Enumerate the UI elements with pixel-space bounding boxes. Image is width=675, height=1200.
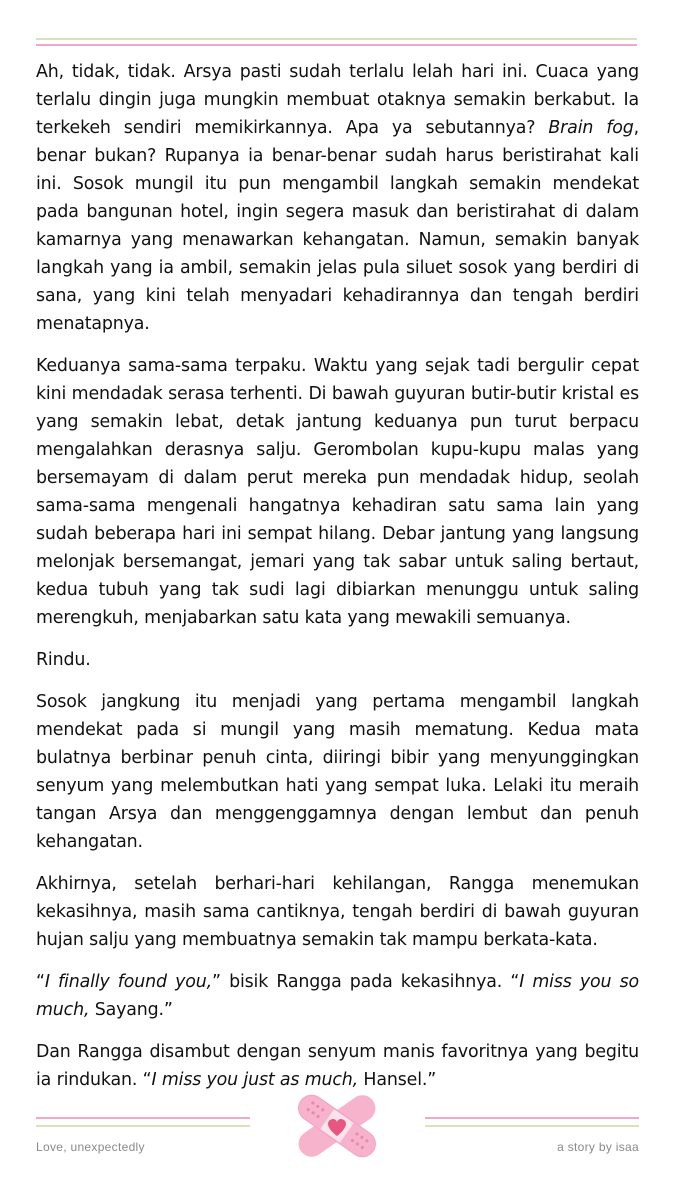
bottom-left-pink-line xyxy=(36,1117,250,1119)
paragraph-7 xyxy=(36,1038,639,1094)
paragraph-6-italic-1: I finally found you, xyxy=(44,972,212,992)
paragraph-4: Sosok jangkung itu menjadi yang pertama mengambil langkah mendekat pada si mungil yang masih mematung. Kedua mata bulatnya berbinar penuh cinta, diiringi bibir yang menyunggingkan senyum yang melembutkan hati yang sempat luka. Lelaki itu meraih tangan Arsya dan menggenggamnya dengan lembut dan penuh kehangatan. xyxy=(36,692,639,852)
paragraph-6-italic-2: I miss you so much, xyxy=(36,972,639,1020)
footer-author-credit: a story by isaa xyxy=(557,1140,639,1154)
paragraph-1-part-a: Ah, tidak, tidak. Arsya pasti sudah terlalu lelah hari ini. Cuaca yang terlalu dingin juga mungkin membuat otaknya semakin berkabut. Ia terkekeh sendiri memikirkannya. Apa ya sebutannya? xyxy=(36,62,639,138)
top-divider xyxy=(36,38,637,46)
bandage-heart-icon xyxy=(290,1092,384,1160)
paragraph-6 xyxy=(36,968,639,1024)
bottom-left-green-line xyxy=(36,1125,250,1127)
paragraph-5: Akhirnya, setelah berhari-hari kehilangan, Rangga menemukan kekasihnya, masih sama cantiknya, tengah berdiri di bawah guyuran hujan salju yang membuatnya semakin tak mampu berkata-kata. xyxy=(36,874,639,950)
top-divider-pink-line xyxy=(36,44,637,46)
paragraph-6-part-c: ” bisik Rangga pada kekasihnya. “ xyxy=(212,972,520,992)
paragraph-1 xyxy=(36,58,639,338)
bottom-left-divider xyxy=(36,1117,250,1127)
paragraph-7-part-c: Hansel.” xyxy=(358,1070,437,1090)
paragraph-7-italic: I miss you just as much, xyxy=(151,1070,359,1090)
bottom-right-green-line xyxy=(425,1125,639,1127)
paragraph-2: Keduanya sama-sama terpaku. Waktu yang sejak tadi bergulir cepat kini mendadak serasa terhenti. Di bawah guyuran butir-butir kristal es yang semakin lebat, detak jantung keduanya pun turut berpacu mengalahkan derasnya salju. Gerombolan kupu-kupu malas yang bersemayam di dalam perut mereka pun mendadak hidup, seolah sama-sama mengenali hangatnya kehadiran satu sama lain yang sudah beberapa hari ini sempat hilang. Debar jantung yang langsung melonjak bersemangat, jemari yang tak sabar untuk saling bertaut, kedua tubuh yang tak sudi lagi dibiarkan menunggu untuk saling merengkuh, menjabarkan satu kata yang mewakili semuanya. xyxy=(36,356,639,628)
paragraph-7-part-a: Dan Rangga disambut dengan senyum manis favoritnya yang begitu ia rindukan. “ xyxy=(36,1042,639,1090)
paragraph-1-italic: Brain fog xyxy=(548,118,634,138)
paragraph-6-part-a: “ xyxy=(36,972,45,992)
paragraph-6-part-e: Sayang.” xyxy=(89,1000,173,1020)
bottom-right-divider xyxy=(425,1117,639,1127)
top-divider-green-line xyxy=(36,38,637,40)
bottom-right-pink-line xyxy=(425,1117,639,1119)
paragraph-1-part-c: , benar bukan? Rupanya ia benar-benar sudah harus beristirahat kali ini. Sosok mungil itu pun mengambil langkah semakin mendekat pada bangunan hotel, ingin segera masuk dan beristirahat di dalam kamarnya yang menawarkan kehangatan. Namun, semakin banyak langkah yang ia ambil, semakin jelas pula siluet sosok yang berdiri di sana, yang kini telah menyadari kehadirannya dan tengah berdiri menatapnya. xyxy=(36,118,639,334)
footer-book-title: Love, unexpectedly xyxy=(36,1140,145,1154)
story-text xyxy=(36,58,639,1108)
paragraph-3: Rindu. xyxy=(36,650,91,670)
